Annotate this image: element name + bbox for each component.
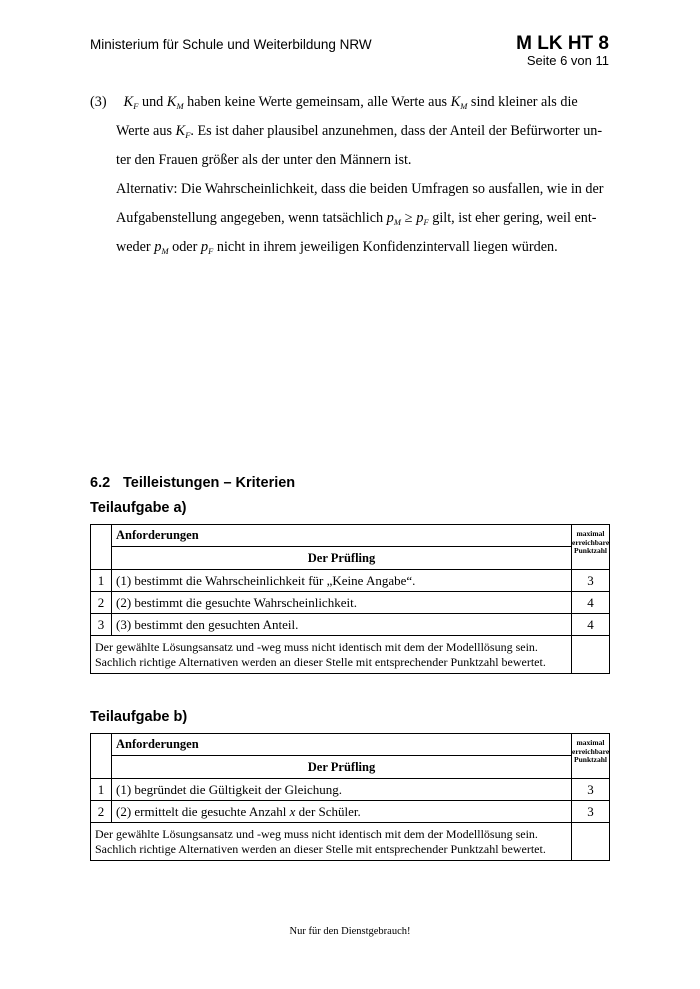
text-konfidenzintervall: nicht in ihrem jeweiligen Konfidenzintervall liegen würden. [216,239,558,255]
part-b-title: Teilaufgabe b) [90,709,188,725]
note-row [91,823,610,861]
row-requirement: (2) ermittelt die gesuchte Anzahl x der Schüler. [112,801,572,823]
table-row [91,614,610,636]
row-points: 3 [572,779,610,801]
table-row [91,570,610,592]
row-points: 3 [572,801,610,823]
part-a-title: Teilaufgabe a) [90,500,187,516]
note-points [572,636,610,674]
row-requirement: (3) bestimmt den gesuchten Anteil. [112,614,572,636]
max-points-header: maximal erreichbare Punktzahl [572,525,610,570]
header-ministry: Ministerium für Schule und Weiterbildung NRW [90,37,372,52]
solution-line-5 [90,204,612,233]
row-number: 1 [91,779,112,801]
text-aufgabenstellung: Aufgabenstellung angegeben, wenn tatsächlich [116,210,384,226]
footer-notice: Nur für den Dienstgebrauch! [289,926,411,937]
text-weder: weder [116,239,151,255]
max-points-header: maximal erreichbare Punktzahl [572,734,610,779]
alternative-note: Der gewählte Lösungsansatz und -weg muss nicht identisch mit dem der Modelllösung sein. Sachlich richtige Alternativen werden an dieser Stelle mit entsprechender Punktzahl bewertet. [91,823,572,861]
alternative-note: Der gewählte Lösungsansatz und -weg muss nicht identisch mit dem der Modelllösung sein. Sachlich richtige Alternativen werden an dieser Stelle mit entsprechender Punktzahl bewertet. [91,636,572,674]
table-row [91,779,610,801]
note-row [91,636,610,674]
text-oder: oder [172,239,198,255]
section-number: 6.2 [90,475,111,491]
section-title: Teilleistungen – Kriterien [123,475,296,491]
var-p-m: $p_M$ [154,239,169,256]
text-plausibel: . Es ist daher plausibel anzunehmen, dass der Anteil der Befürworter un- [190,123,603,139]
criteria-table-a [90,524,610,674]
row-points: 4 [572,614,610,636]
requirements-header: Anforderungen [112,734,572,756]
solution-line-6 [90,233,612,262]
text-und: und [141,94,164,110]
criteria-table-b [90,733,610,861]
text-eher-gering: gilt, ist eher gering, weil ent- [432,210,597,226]
var-k-m: $K_M$ [450,94,468,111]
row-requirement: (2) bestimmt die gesuchte Wahrscheinlichkeit. [112,592,572,614]
row-number: 3 [91,614,112,636]
row-number: 2 [91,801,112,823]
row-points: 3 [572,570,610,592]
pruefling-header: Der Prüfling [112,547,572,570]
solution-line-3: ter den Frauen größer als der unter den Männern ist. [116,152,412,168]
var-k-f: $K_F$ [123,94,139,111]
requirements-header: Anforderungen [112,525,572,547]
table-corner [91,525,112,570]
table-corner [91,734,112,779]
table-row [91,592,610,614]
row-number: 2 [91,592,112,614]
text-werte-aus: Werte aus [116,123,172,139]
note-points [572,823,610,861]
row-requirement: (1) bestimmt die Wahrscheinlichkeit für „Keine Angabe“. [112,570,572,592]
var-k-m: $K_M$ [166,94,184,111]
solution-item-3 [90,88,612,262]
solution-line-2 [90,117,612,146]
inequality-pm-geq-pf: $p_M \ge p_F$ [386,210,429,227]
section-heading [90,475,295,491]
var-k-f: $K_F$ [175,123,191,140]
row-number: 1 [91,570,112,592]
solution-line-4: Alternativ: Die Wahrscheinlichkeit, dass die beiden Umfragen so ausfallen, wie in der [116,181,604,197]
item-number: (3) [90,94,107,110]
table-row [91,801,610,823]
var-p-f: $p_F$ [200,239,214,256]
text-kleiner: sind kleiner als die [470,94,578,110]
row-points: 4 [572,592,610,614]
pruefling-header: Der Prüfling [112,756,572,779]
text-keine-werte: haben keine Werte gemeinsam, alle Werte aus [187,94,448,110]
header-exam-code: M LK HT 8 [516,33,609,54]
row-requirement: (1) begründet die Gültigkeit der Gleichung. [112,779,572,801]
header-page-number: Seite 6 von 11 [526,53,609,68]
solution-line-1 [90,88,612,117]
